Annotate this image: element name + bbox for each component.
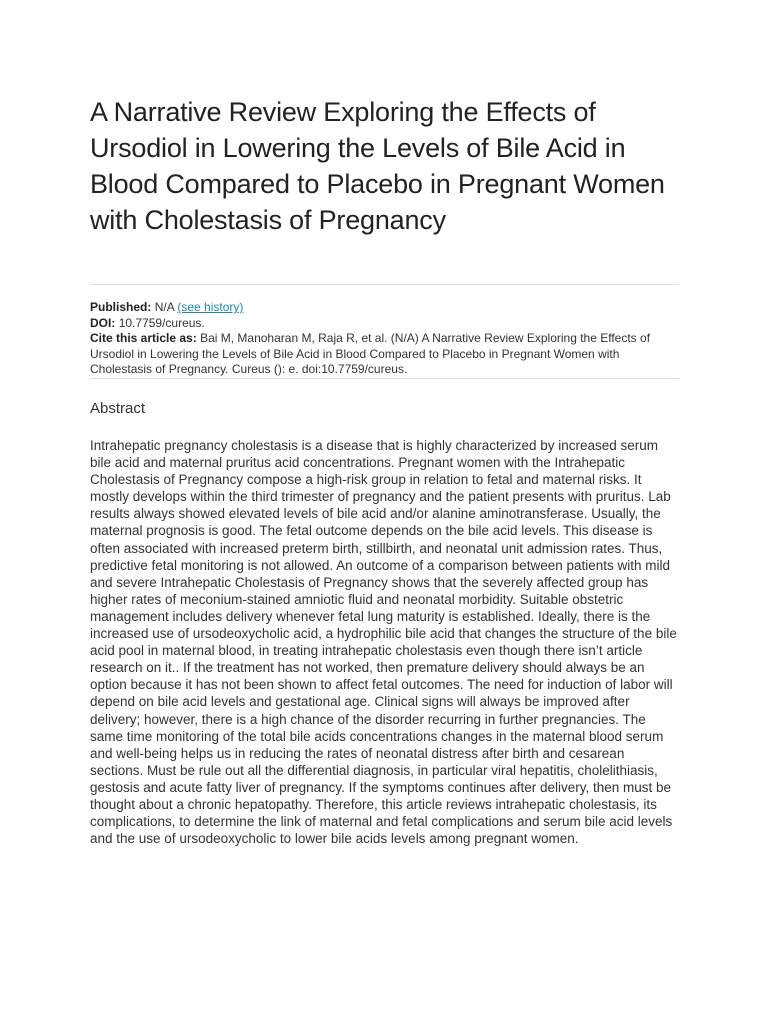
divider-bottom	[90, 378, 679, 379]
divider-top	[90, 284, 679, 285]
doi-line	[90, 316, 679, 332]
citation-block	[90, 331, 679, 378]
cite-value: Bai M, Manoharan M, Raja R, et al. (N/A) A Narrative Review Exploring the Effects of Ursodiol in Lowering the Levels of Bile Acid in Blood Compared to Placebo in Pregnant Women with Cholestasis of Pregnancy. Cureus (): e. doi:10.7759/cureus.	[90, 331, 651, 376]
cite-label: Cite this article as:	[90, 331, 197, 345]
published-label: Published:	[90, 300, 152, 314]
see-history-link[interactable]: (see history)	[177, 300, 244, 314]
article-title: A Narrative Review Exploring the Effects of Ursodiol in Lowering the Levels of Bile Acid in Blood Compared to Placebo in Pregnant Women with Cholestasis of Pregnancy	[90, 97, 665, 235]
abstract-heading: Abstract	[90, 400, 146, 417]
doi-label: DOI:	[90, 315, 116, 330]
doi-value: 10.7759/cureus.	[118, 315, 205, 330]
abstract-text: Intrahepatic pregnancy cholestasis is a disease that is highly characterized by increased serum bile acid and maternal pruritus acid concentrations. Pregnant women with the Intrahepatic Cholestasis of Pregnancy compose a high-risk group in relation to fetal and maternal risks. It mostly develops within the third trimester of pregnancy and the patient presents with pruritus. Lab results always showed elevated levels of bile acid and/or alanine aminotransferase. Usually, the maternal prognosis is good. The fetal outcome depends on the bile acid levels. This disease is often associated with increased preterm birth, stillbirth, and neonatal unit admission rates. Thus, predictive fetal monitoring is not allowed. An outcome of a comparison between patients with mild and severe Intrahepatic Cholestasis of Pregnancy shows that the severely affected group has higher rates of meconium-stained amniotic fluid and neonatal morbidity. Suitable obstetric management includes delivery whenever fetal lung maturity is established. Ideally, there is the increased use of ursodeoxycholic acid, a hydrophilic bile acid that changes the structure of the bile acid pool in maternal blood, in treating intrahepatic cholestasis even though there isn’t article research on it.. If the treatment has not worked, then premature delivery should always be an option because it has not been shown to affect fetal outcomes. The need for induction of labor will depend on bile acid levels and gestational age. Clinical signs will always be improved after delivery; however, there is a high chance of the disorder recurring in further pregnancies. The same time monitoring of the total bile acids concentrations changes in the maternal blood serum and well-being helps us in reducing the rates of neonatal distress after birth and cesarean sections. Must be rule out all the differential diagnosis, in particular viral hepatitis, cholelithiasis, gestosis and acute fatty liver of pregnancy. If the symptoms continues after delivery, then must be thought about a chronic hepatopathy. Therefore, this article reviews intrahepatic cholestasis, its complications, to determine the link of maternal and fetal complications and serum bile acid levels and the use of ursodeoxycholic to lower bile acids levels among pregnant women.	[90, 438, 677, 847]
published-value: N/A	[154, 300, 175, 314]
published-line	[90, 300, 679, 316]
